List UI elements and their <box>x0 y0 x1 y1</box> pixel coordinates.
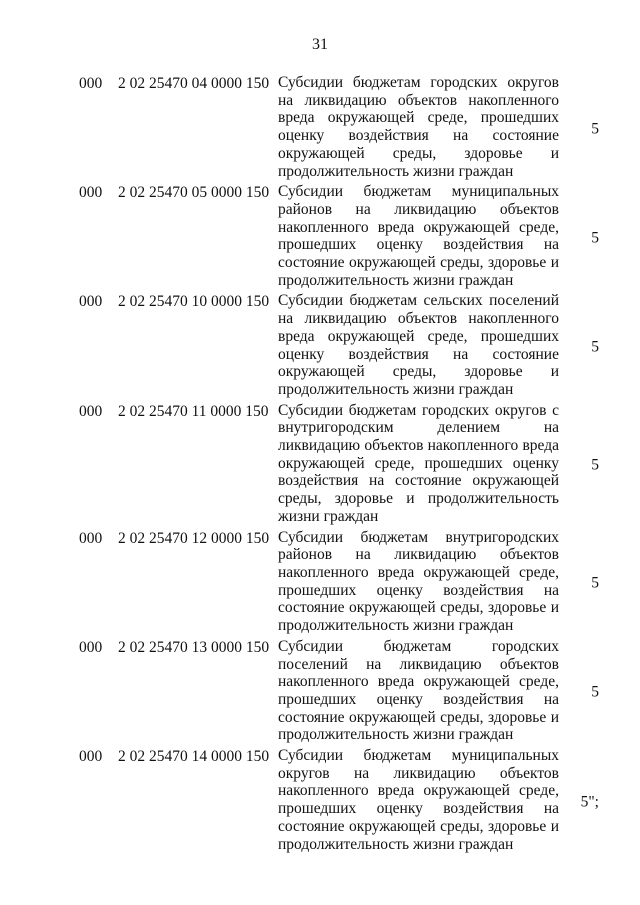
table-row <box>0 747 640 856</box>
amount-value: 5 <box>591 119 599 137</box>
budget-code: 2 02 25470 05 0000 150 <box>118 184 270 202</box>
admin-code: 000 <box>79 638 103 656</box>
admin-code: 000 <box>79 402 103 420</box>
page-number: 31 <box>312 36 328 53</box>
income-name: Субсидии бюджетам сельских поселений на ликвидацию объектов накопленного вреда окружающей среде, прошедших оценку воздействия на состояние окружающей среды, здоровье и продолжительность жизни граждан <box>278 292 559 398</box>
amount-value: 5 <box>591 456 599 474</box>
budget-code: 2 02 25470 11 0000 150 <box>118 402 269 420</box>
table-row <box>0 402 640 529</box>
budget-classification-table <box>0 74 640 856</box>
amount-value: 5 <box>591 338 599 356</box>
admin-code: 000 <box>79 748 103 766</box>
income-name: Субсидии бюджетам муниципальных районов на ликвидацию объектов накопленного вреда окружающей среде, прошедших оценку воздействия на состояние окружающей среды, здоровье и продолжительность жизни граждан <box>278 183 559 289</box>
table-row <box>0 529 640 638</box>
amount-value: 5 <box>591 229 599 247</box>
admin-code: 000 <box>79 529 103 547</box>
income-name: Субсидии бюджетам городских округов на ликвидацию объектов накопленного вреда окружающей среде, прошедших оценку воздействия на состояние окружающей среды, здоровье и продолжительность жизни граждан <box>278 74 559 180</box>
amount-value: 5 <box>591 683 599 701</box>
budget-code: 2 02 25470 13 0000 150 <box>118 638 270 656</box>
admin-code: 000 <box>79 184 103 202</box>
budget-code: 2 02 25470 12 0000 150 <box>118 529 270 547</box>
income-name: Субсидии бюджетам внутригородских районов на ликвидацию объектов накопленного вреда окружающей среде, прошедших оценку воздействия на состояние окружающей среды, здоровье и продолжительность жизни граждан <box>278 528 559 635</box>
amount-value: 5 <box>591 574 599 592</box>
table-row <box>0 183 640 292</box>
budget-code: 2 02 25470 14 0000 150 <box>118 748 270 766</box>
income-name: Субсидии бюджетам городских округов с внутригородским делением на ликвидацию объектов накопленного вреда окружающей среде, прошедших оценку воздействия на состояние окружающей среды, здоровье и продолжительность жизни граждан <box>278 401 559 525</box>
admin-code: 000 <box>79 75 103 92</box>
table-row <box>0 638 640 747</box>
table-row <box>0 74 640 183</box>
admin-code: 000 <box>79 293 103 311</box>
table-row <box>0 292 640 401</box>
income-name: Субсидии бюджетам муниципальных округов на ликвидацию объектов накопленного вреда окружающей среде, прошедших оценку воздействия на состояние окружающей среды, здоровье и продолжительность жизни граждан <box>278 747 559 853</box>
income-name: Субсидии бюджетам городских поселений на ликвидацию объектов накопленного вреда окружающей среде, прошедших оценку воздействия на состояние окружающей среды, здоровье и продолжительность жизни граждан <box>278 637 559 744</box>
budget-code: 2 02 25470 10 0000 150 <box>118 293 270 311</box>
amount-value: 5"; <box>580 792 599 810</box>
budget-code: 2 02 25470 04 0000 150 <box>118 75 270 92</box>
